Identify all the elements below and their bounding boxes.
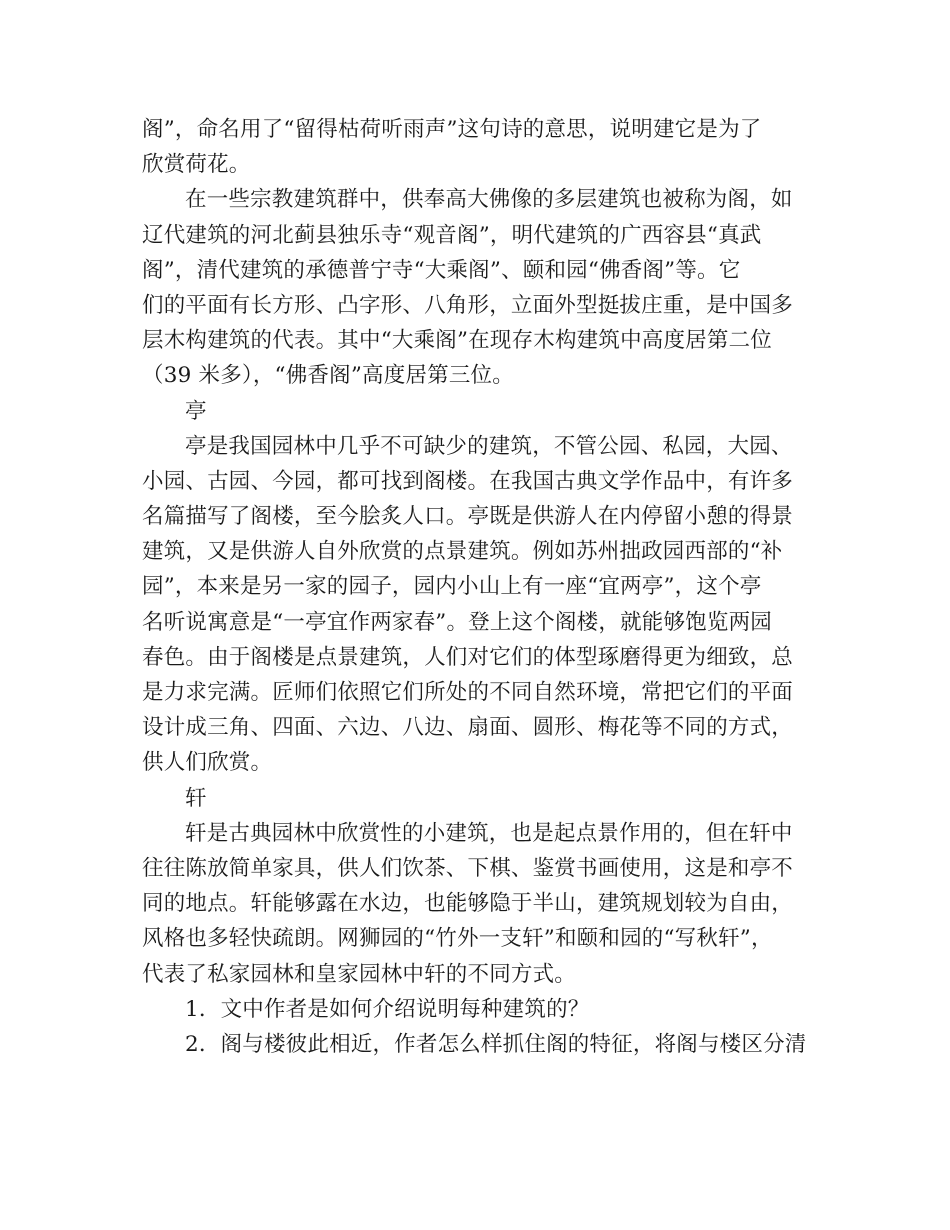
text-line: 建筑，又是供游人自外欣赏的点景建筑。例如苏州拙政园西部的“补 — [142, 539, 783, 565]
text-line: 辽代建筑的河北蓟县独乐寺“观音阁”，明代建筑的广西容县“真武 — [142, 222, 762, 248]
text-line: 设计成三角、四面、六边、八边、扇面、圆形、梅花等不同的方式， — [142, 715, 794, 741]
text-line: 轩是古典园林中欣赏性的小建筑，也是起点景作用的，但在轩中 — [185, 820, 793, 846]
text-line: 欣赏荷花。 — [142, 152, 251, 178]
text-line: 阁”，清代建筑的承德普宁寺“大乘阁”、颐和园“佛香阁”等。它 — [142, 257, 741, 283]
text-line: （39 米多），“佛香阁”高度居第三位。 — [142, 363, 514, 389]
text-line: 2．阁与楼彼此相近，作者怎么样抓住阁的特征，将阁与楼区分清 — [185, 1031, 807, 1057]
text-line: 亭 — [185, 398, 207, 424]
text-line: 同的地点。轩能够露在水边，也能够隐于半山，建筑规划较为自由， — [142, 891, 794, 917]
text-line: 层木构建筑的代表。其中“大乘阁”在现存木构建筑中高度居第二位 — [142, 328, 772, 354]
text-line: 园”，本来是另一家的园子，园内小山上有一座“宜两亭”，这个亭 — [142, 574, 762, 600]
text-line: 名听说寓意是“一亭宜作两家春”。登上这个阁楼，就能够饱览两园 — [142, 609, 772, 635]
text-line: 春色。由于阁楼是点景建筑，人们对它们的体型琢磨得更为细致，总 — [142, 644, 794, 670]
text-line: 小园、古园、今园，都可找到阁楼。在我国古典文学作品中，有许多 — [142, 468, 794, 494]
text-line: 是力求完满。匠师们依照它们所处的不同自然环境，常把它们的平面 — [142, 680, 794, 705]
text-line: 在一些宗教建筑群中，供奉高大佛像的多层建筑也被称为阁，如 — [185, 187, 793, 213]
text-line: 们的平面有长方形、凸字形、八角形，立面外型挺拔庄重，是中国多 — [142, 292, 794, 318]
text-line: 代表了私家园林和皇家园林中轩的不同方式。 — [142, 961, 577, 987]
text-line: 风格也多轻快疏朗。网狮园的“竹外一支轩”和颐和园的“写秋轩”， — [142, 926, 773, 952]
document-page — [142, 112, 814, 1062]
text-line: 1．文中作者是如何介绍说明每种建筑的？ — [185, 996, 590, 1022]
text-line: 轩 — [185, 785, 207, 811]
text-line: 供人们欣赏。 — [142, 750, 273, 776]
text-line: 亭是我国园林中几乎不可缺少的建筑，不管公园、私园，大园、 — [185, 433, 793, 459]
text-line: 名篇描写了阁楼，至今脍炙人口。亭既是供游人在内停留小憩的得景 — [142, 504, 794, 530]
text-line: 阁”，命名用了“留得枯荷听雨声”这句诗的意思，说明建它是为了 — [142, 117, 762, 142]
text-line: 往往陈放简单家具，供人们饮茶、下棋、鉴赏书画使用，这是和亭不 — [142, 855, 794, 881]
